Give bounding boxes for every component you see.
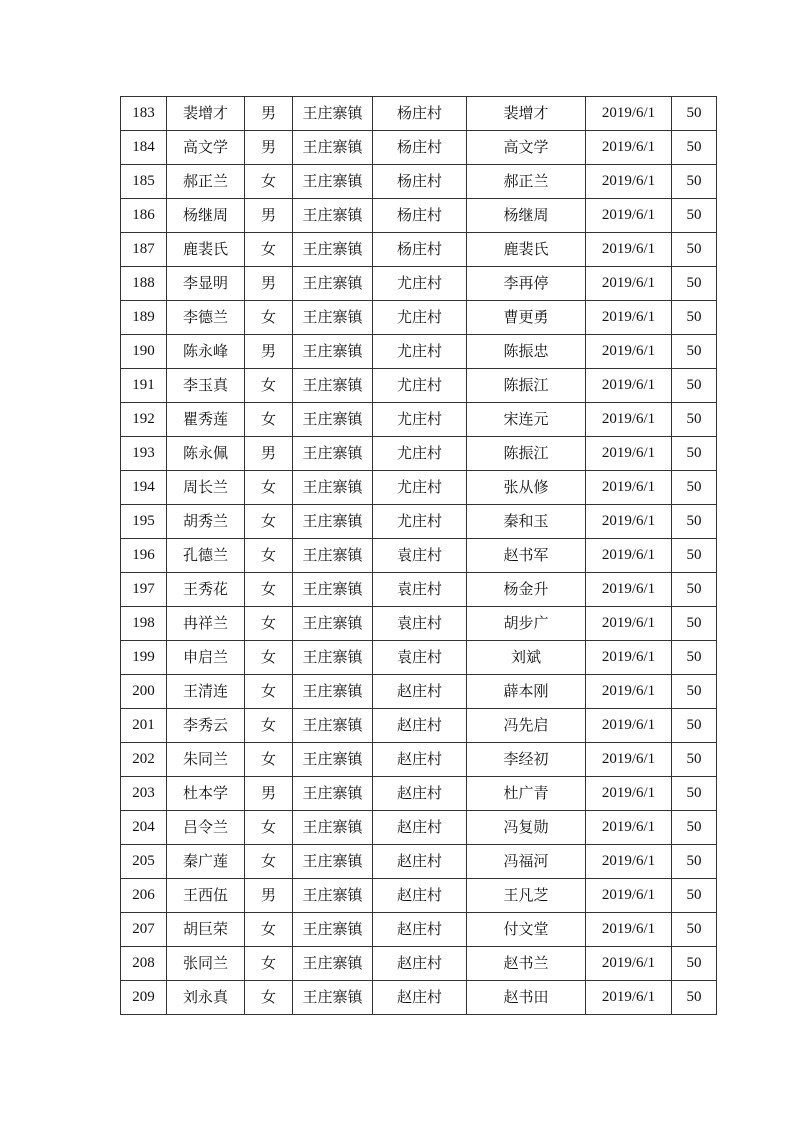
cell-row-number: 190 [121, 335, 167, 369]
cell-town: 王庄寨镇 [293, 267, 373, 301]
cell-gender: 女 [245, 233, 293, 267]
cell-village: 尤庄村 [373, 505, 467, 539]
cell-village: 尤庄村 [373, 335, 467, 369]
cell-village: 杨庄村 [373, 131, 467, 165]
table-row [121, 165, 717, 199]
cell-amount: 50 [672, 199, 717, 233]
cell-payee: 陈振江 [467, 437, 586, 471]
cell-gender: 男 [245, 131, 293, 165]
table-row [121, 913, 717, 947]
table-row [121, 505, 717, 539]
cell-village: 尤庄村 [373, 471, 467, 505]
cell-name: 郝正兰 [167, 165, 245, 199]
cell-village: 袁庄村 [373, 641, 467, 675]
cell-row-number: 199 [121, 641, 167, 675]
cell-village: 赵庄村 [373, 981, 467, 1015]
table-row [121, 97, 717, 131]
cell-town: 王庄寨镇 [293, 335, 373, 369]
cell-village: 赵庄村 [373, 947, 467, 981]
cell-date: 2019/6/1 [586, 471, 672, 505]
cell-date: 2019/6/1 [586, 777, 672, 811]
cell-name: 胡巨荣 [167, 913, 245, 947]
cell-amount: 50 [672, 165, 717, 199]
cell-row-number: 203 [121, 777, 167, 811]
cell-town: 王庄寨镇 [293, 471, 373, 505]
table-row [121, 879, 717, 913]
table-row [121, 607, 717, 641]
cell-town: 王庄寨镇 [293, 777, 373, 811]
cell-gender: 女 [245, 403, 293, 437]
cell-row-number: 185 [121, 165, 167, 199]
table-row [121, 369, 717, 403]
cell-row-number: 193 [121, 437, 167, 471]
cell-village: 杨庄村 [373, 233, 467, 267]
cell-amount: 50 [672, 879, 717, 913]
cell-town: 王庄寨镇 [293, 709, 373, 743]
cell-row-number: 184 [121, 131, 167, 165]
cell-payee: 王凡芝 [467, 879, 586, 913]
cell-gender: 女 [245, 811, 293, 845]
table-row [121, 131, 717, 165]
cell-payee: 宋连元 [467, 403, 586, 437]
cell-gender: 女 [245, 165, 293, 199]
cell-gender: 男 [245, 199, 293, 233]
cell-gender: 女 [245, 505, 293, 539]
cell-name: 陈永佩 [167, 437, 245, 471]
cell-amount: 50 [672, 981, 717, 1015]
cell-town: 王庄寨镇 [293, 437, 373, 471]
cell-gender: 女 [245, 471, 293, 505]
cell-row-number: 209 [121, 981, 167, 1015]
cell-date: 2019/6/1 [586, 845, 672, 879]
cell-date: 2019/6/1 [586, 301, 672, 335]
table-row [121, 573, 717, 607]
cell-village: 赵庄村 [373, 879, 467, 913]
cell-date: 2019/6/1 [586, 913, 672, 947]
cell-date: 2019/6/1 [586, 233, 672, 267]
cell-name: 裴增才 [167, 97, 245, 131]
table-row [121, 403, 717, 437]
cell-payee: 冯复勋 [467, 811, 586, 845]
cell-name: 刘永真 [167, 981, 245, 1015]
cell-town: 王庄寨镇 [293, 913, 373, 947]
cell-row-number: 196 [121, 539, 167, 573]
cell-row-number: 197 [121, 573, 167, 607]
cell-row-number: 195 [121, 505, 167, 539]
cell-town: 王庄寨镇 [293, 539, 373, 573]
table-row [121, 301, 717, 335]
table-row [121, 675, 717, 709]
cell-amount: 50 [672, 505, 717, 539]
document-page [120, 96, 716, 1015]
cell-amount: 50 [672, 131, 717, 165]
cell-date: 2019/6/1 [586, 539, 672, 573]
table-row [121, 811, 717, 845]
cell-date: 2019/6/1 [586, 165, 672, 199]
cell-gender: 男 [245, 267, 293, 301]
cell-village: 尤庄村 [373, 267, 467, 301]
cell-town: 王庄寨镇 [293, 879, 373, 913]
table-row [121, 471, 717, 505]
cell-name: 陈永峰 [167, 335, 245, 369]
cell-date: 2019/6/1 [586, 437, 672, 471]
cell-village: 袁庄村 [373, 539, 467, 573]
cell-gender: 女 [245, 301, 293, 335]
cell-amount: 50 [672, 811, 717, 845]
cell-row-number: 186 [121, 199, 167, 233]
cell-village: 赵庄村 [373, 709, 467, 743]
cell-village: 赵庄村 [373, 811, 467, 845]
cell-date: 2019/6/1 [586, 505, 672, 539]
cell-town: 王庄寨镇 [293, 641, 373, 675]
cell-village: 赵庄村 [373, 675, 467, 709]
cell-date: 2019/6/1 [586, 607, 672, 641]
cell-amount: 50 [672, 641, 717, 675]
table-row [121, 845, 717, 879]
cell-date: 2019/6/1 [586, 811, 672, 845]
cell-payee: 冯福河 [467, 845, 586, 879]
cell-town: 王庄寨镇 [293, 573, 373, 607]
cell-payee: 赵书兰 [467, 947, 586, 981]
cell-town: 王庄寨镇 [293, 981, 373, 1015]
cell-village: 袁庄村 [373, 607, 467, 641]
cell-gender: 女 [245, 709, 293, 743]
cell-date: 2019/6/1 [586, 879, 672, 913]
cell-row-number: 198 [121, 607, 167, 641]
cell-payee: 裴增才 [467, 97, 586, 131]
cell-payee: 秦和玉 [467, 505, 586, 539]
cell-gender: 女 [245, 641, 293, 675]
cell-amount: 50 [672, 573, 717, 607]
cell-row-number: 202 [121, 743, 167, 777]
cell-name: 秦广莲 [167, 845, 245, 879]
cell-village: 赵庄村 [373, 777, 467, 811]
cell-amount: 50 [672, 437, 717, 471]
cell-town: 王庄寨镇 [293, 811, 373, 845]
cell-payee: 赵书田 [467, 981, 586, 1015]
cell-village: 杨庄村 [373, 165, 467, 199]
cell-amount: 50 [672, 743, 717, 777]
cell-row-number: 206 [121, 879, 167, 913]
cell-payee: 李经初 [467, 743, 586, 777]
cell-amount: 50 [672, 607, 717, 641]
table-row [121, 743, 717, 777]
cell-amount: 50 [672, 539, 717, 573]
cell-date: 2019/6/1 [586, 947, 672, 981]
cell-town: 王庄寨镇 [293, 505, 373, 539]
cell-name: 张同兰 [167, 947, 245, 981]
cell-amount: 50 [672, 301, 717, 335]
cell-row-number: 188 [121, 267, 167, 301]
cell-name: 高文学 [167, 131, 245, 165]
cell-amount: 50 [672, 709, 717, 743]
cell-town: 王庄寨镇 [293, 845, 373, 879]
cell-town: 王庄寨镇 [293, 403, 373, 437]
cell-date: 2019/6/1 [586, 403, 672, 437]
cell-gender: 男 [245, 335, 293, 369]
cell-date: 2019/6/1 [586, 199, 672, 233]
cell-village: 赵庄村 [373, 913, 467, 947]
cell-payee: 高文学 [467, 131, 586, 165]
cell-payee: 陈振江 [467, 369, 586, 403]
cell-payee: 冯先启 [467, 709, 586, 743]
cell-gender: 女 [245, 913, 293, 947]
cell-payee: 付文堂 [467, 913, 586, 947]
cell-date: 2019/6/1 [586, 675, 672, 709]
cell-gender: 女 [245, 947, 293, 981]
cell-row-number: 189 [121, 301, 167, 335]
cell-payee: 曹更勇 [467, 301, 586, 335]
cell-row-number: 208 [121, 947, 167, 981]
cell-gender: 女 [245, 845, 293, 879]
cell-row-number: 183 [121, 97, 167, 131]
cell-amount: 50 [672, 913, 717, 947]
cell-village: 尤庄村 [373, 369, 467, 403]
cell-name: 胡秀兰 [167, 505, 245, 539]
cell-payee: 张从修 [467, 471, 586, 505]
cell-town: 王庄寨镇 [293, 165, 373, 199]
cell-gender: 男 [245, 97, 293, 131]
cell-row-number: 194 [121, 471, 167, 505]
cell-amount: 50 [672, 369, 717, 403]
cell-name: 鹿裴氏 [167, 233, 245, 267]
cell-name: 王秀花 [167, 573, 245, 607]
cell-village: 尤庄村 [373, 301, 467, 335]
cell-date: 2019/6/1 [586, 709, 672, 743]
cell-row-number: 207 [121, 913, 167, 947]
table-row [121, 641, 717, 675]
cell-gender: 男 [245, 437, 293, 471]
cell-town: 王庄寨镇 [293, 607, 373, 641]
cell-name: 申启兰 [167, 641, 245, 675]
cell-date: 2019/6/1 [586, 335, 672, 369]
cell-name: 李德兰 [167, 301, 245, 335]
records-table [120, 96, 717, 1015]
cell-name: 吕令兰 [167, 811, 245, 845]
cell-name: 瞿秀莲 [167, 403, 245, 437]
cell-gender: 女 [245, 743, 293, 777]
cell-name: 王西伍 [167, 879, 245, 913]
cell-payee: 杨继周 [467, 199, 586, 233]
cell-amount: 50 [672, 471, 717, 505]
cell-gender: 女 [245, 675, 293, 709]
table-row [121, 335, 717, 369]
cell-payee: 李再停 [467, 267, 586, 301]
cell-name: 杨继周 [167, 199, 245, 233]
cell-village: 尤庄村 [373, 437, 467, 471]
cell-payee: 赵书军 [467, 539, 586, 573]
cell-payee: 刘斌 [467, 641, 586, 675]
cell-town: 王庄寨镇 [293, 97, 373, 131]
cell-date: 2019/6/1 [586, 131, 672, 165]
cell-village: 杨庄村 [373, 97, 467, 131]
table-row [121, 777, 717, 811]
cell-name: 李显明 [167, 267, 245, 301]
cell-village: 赵庄村 [373, 743, 467, 777]
cell-name: 杜本学 [167, 777, 245, 811]
table-row [121, 539, 717, 573]
cell-town: 王庄寨镇 [293, 301, 373, 335]
cell-name: 王清连 [167, 675, 245, 709]
cell-row-number: 200 [121, 675, 167, 709]
cell-gender: 女 [245, 981, 293, 1015]
cell-amount: 50 [672, 403, 717, 437]
cell-payee: 陈振忠 [467, 335, 586, 369]
cell-gender: 男 [245, 879, 293, 913]
cell-payee: 胡步广 [467, 607, 586, 641]
cell-row-number: 191 [121, 369, 167, 403]
cell-gender: 女 [245, 573, 293, 607]
cell-town: 王庄寨镇 [293, 743, 373, 777]
cell-village: 袁庄村 [373, 573, 467, 607]
cell-amount: 50 [672, 335, 717, 369]
cell-town: 王庄寨镇 [293, 947, 373, 981]
cell-amount: 50 [672, 97, 717, 131]
cell-town: 王庄寨镇 [293, 131, 373, 165]
cell-payee: 鹿裴氏 [467, 233, 586, 267]
cell-amount: 50 [672, 845, 717, 879]
cell-name: 孔德兰 [167, 539, 245, 573]
cell-date: 2019/6/1 [586, 981, 672, 1015]
cell-gender: 女 [245, 539, 293, 573]
cell-payee: 郝正兰 [467, 165, 586, 199]
cell-gender: 男 [245, 777, 293, 811]
cell-village: 赵庄村 [373, 845, 467, 879]
table-row [121, 709, 717, 743]
cell-row-number: 187 [121, 233, 167, 267]
cell-village: 尤庄村 [373, 403, 467, 437]
table-row [121, 267, 717, 301]
cell-date: 2019/6/1 [586, 267, 672, 301]
table-row [121, 981, 717, 1015]
cell-name: 李秀云 [167, 709, 245, 743]
cell-amount: 50 [672, 233, 717, 267]
cell-town: 王庄寨镇 [293, 675, 373, 709]
cell-date: 2019/6/1 [586, 97, 672, 131]
cell-payee: 杨金升 [467, 573, 586, 607]
cell-amount: 50 [672, 947, 717, 981]
cell-town: 王庄寨镇 [293, 233, 373, 267]
cell-name: 周长兰 [167, 471, 245, 505]
cell-name: 李玉真 [167, 369, 245, 403]
cell-amount: 50 [672, 267, 717, 301]
cell-row-number: 201 [121, 709, 167, 743]
cell-date: 2019/6/1 [586, 369, 672, 403]
cell-name: 冉祥兰 [167, 607, 245, 641]
cell-payee: 薜本刚 [467, 675, 586, 709]
cell-amount: 50 [672, 777, 717, 811]
table-row [121, 233, 717, 267]
cell-town: 王庄寨镇 [293, 369, 373, 403]
cell-gender: 女 [245, 369, 293, 403]
cell-name: 朱同兰 [167, 743, 245, 777]
table-row [121, 947, 717, 981]
cell-date: 2019/6/1 [586, 743, 672, 777]
table-row [121, 437, 717, 471]
records-table-body [121, 97, 717, 1015]
cell-village: 杨庄村 [373, 199, 467, 233]
cell-date: 2019/6/1 [586, 573, 672, 607]
cell-town: 王庄寨镇 [293, 199, 373, 233]
cell-date: 2019/6/1 [586, 641, 672, 675]
table-row [121, 199, 717, 233]
cell-row-number: 192 [121, 403, 167, 437]
cell-gender: 女 [245, 607, 293, 641]
cell-payee: 杜广青 [467, 777, 586, 811]
cell-row-number: 204 [121, 811, 167, 845]
cell-amount: 50 [672, 675, 717, 709]
cell-row-number: 205 [121, 845, 167, 879]
